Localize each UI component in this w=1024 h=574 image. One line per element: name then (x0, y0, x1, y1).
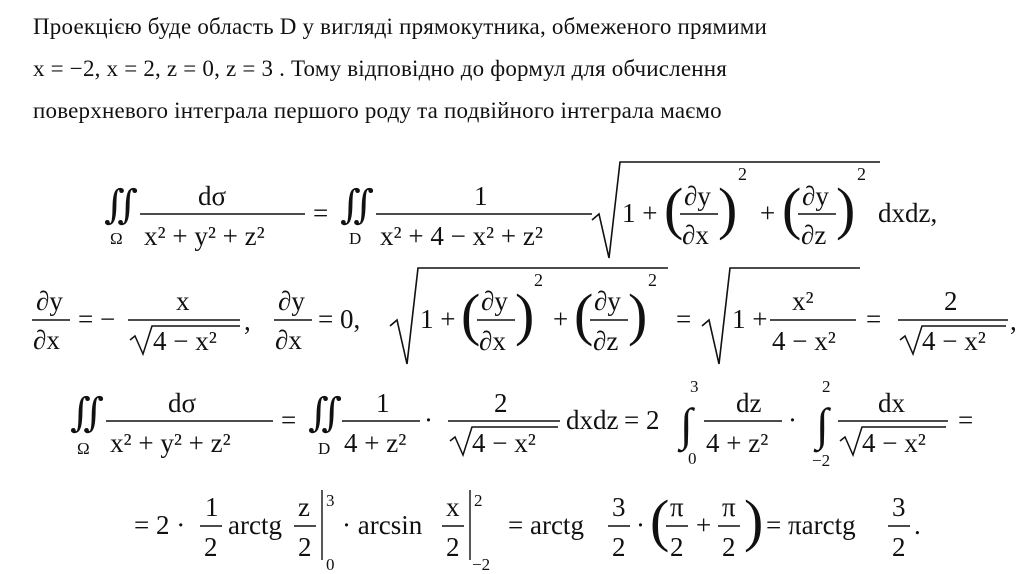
boundary-lines-math: x = −2, x = 2, z = 0, z = 3 . (33, 56, 286, 81)
comma: , (244, 306, 251, 336)
partial-z-den: ∂z (801, 220, 827, 250)
paren-open-2: ( (782, 176, 802, 241)
domain-d: D (318, 439, 331, 458)
pi-denominator-2: 2 (722, 532, 736, 562)
paren-open: ( (650, 488, 670, 553)
paragraph-line-1: Проекцією буде область D у вигляді прямокутника, обмеженого прямими (33, 14, 768, 39)
partial-y: ∂y (36, 286, 63, 316)
equals-two: = 2 (624, 405, 660, 435)
end-dot: . (914, 510, 921, 540)
z-numerator: z (298, 492, 310, 522)
paren-open-2: ( (574, 282, 594, 347)
paren-open: ( (664, 176, 684, 241)
arctg-label: arctg (228, 510, 282, 540)
partial-x-3: ∂x (479, 326, 506, 356)
upper-limit-3: 3 (690, 377, 699, 396)
equals-sign-2: = (866, 304, 882, 334)
denominator-4-plus-z2: 4 + z² (344, 428, 407, 458)
partial-x-2: ∂x (275, 325, 302, 355)
sqrt-one-plus: 1 + (622, 198, 658, 228)
plus-sign: + (553, 304, 569, 334)
dxdz: dxdz (566, 405, 619, 435)
three-numerator-2: 3 (892, 492, 906, 522)
sqrt-4-minus-x2-b: 4 − x² (922, 326, 986, 356)
numerator-dx: dx (878, 388, 905, 418)
denominator-4-minus-x2: 4 − x² (772, 326, 836, 356)
numerator-x2: x² (792, 286, 814, 316)
formula-block (0, 150, 1024, 570)
paren-close-2: ) (836, 176, 856, 241)
dxdz-tail: dxdz, (878, 198, 938, 228)
partial-z: ∂z (593, 326, 619, 356)
numerator-two: 2 (494, 388, 508, 418)
plus-sign: + (696, 510, 712, 540)
dot: · (424, 405, 433, 435)
superscript-2b: 2 (857, 164, 866, 184)
integral-sign-z: ∫ (680, 399, 693, 450)
pi-numerator-2: π (722, 492, 736, 522)
trailing-equals: = (958, 405, 974, 435)
half-denominator: 2 (204, 532, 218, 562)
paren-close: ) (515, 282, 535, 347)
numerator-dsigma: dσ (198, 181, 227, 211)
equals-two-dot: = 2 · (134, 510, 186, 540)
paren-close-2: ) (628, 282, 648, 347)
pi-numerator: π (670, 492, 684, 522)
equation-3 (70, 377, 973, 470)
end-comma: , (1010, 306, 1017, 336)
superscript-2: 2 (738, 164, 747, 184)
numerator-dz: dz (736, 388, 762, 418)
lower-limit-0: 0 (688, 449, 697, 468)
lower-limit-minus-2: −2 (812, 451, 831, 470)
numerator-dsigma: dσ (168, 388, 197, 418)
double-integral-sign-d: ∬ (340, 182, 375, 227)
equation-2 (32, 268, 1017, 364)
plus-sign: + (760, 198, 776, 228)
eval-upper-3: 3 (326, 491, 335, 510)
partial-y-num: ∂y (684, 181, 711, 211)
paragraph-line-3: поверхневого інтеграла першого роду та подвійного інтеграла маємо (33, 98, 722, 123)
half-numerator: 1 (205, 492, 219, 522)
partial-x-den: ∂x (682, 220, 709, 250)
paragraph-line-2 (33, 48, 1008, 90)
equals-pi-arctg: = πarctg (766, 510, 856, 540)
equation-4 (134, 488, 921, 570)
equals-arctg: = arctg (508, 510, 584, 540)
three-numerator: 3 (612, 492, 626, 522)
sqrt-4-minus-x2-b: 4 − x² (862, 428, 926, 458)
denominator-4-plus-z2-b: 4 + z² (706, 428, 769, 458)
z-denominator: 2 (298, 532, 312, 562)
sqrt-one-plus: 1 + (420, 304, 456, 334)
domain-omega: Ω (77, 439, 90, 458)
dot-2: · (788, 405, 797, 435)
partial-y-4: ∂y (594, 286, 621, 316)
equation-1 (104, 162, 937, 258)
sqrt-one-plus-2: 1 + (732, 304, 768, 334)
equals-zero: = 0, (318, 304, 361, 334)
three-denominator: 2 (612, 532, 626, 562)
eval-lower-minus-2: −2 (472, 555, 491, 570)
denominator-long: x² + 4 − x² + z² (380, 221, 543, 251)
dot-arcsin: · arcsin (342, 510, 423, 540)
double-integral-sign: ∬ (104, 182, 139, 227)
eval-upper-2: 2 (474, 491, 483, 510)
denominator-sum-squares: x² + y² + z² (144, 221, 265, 251)
paren-close: ) (718, 176, 738, 241)
denominator-sum-squares: x² + y² + z² (110, 428, 231, 458)
numerator-one: 1 (376, 388, 390, 418)
dot: · (636, 510, 645, 540)
sqrt-4-minus-x2: 4 − x² (153, 326, 217, 356)
upper-limit-2: 2 (822, 377, 831, 396)
equals-minus: = − (78, 304, 116, 334)
domain-d: D (349, 229, 362, 248)
paren-close: ) (744, 488, 764, 553)
sqrt-4-minus-x2: 4 − x² (472, 428, 536, 458)
double-integral-sign-d: ∬ (308, 390, 343, 435)
equals-sign: = (281, 405, 297, 435)
paren-open: ( (461, 282, 481, 347)
integral-sign-x: ∫ (816, 399, 829, 450)
partial-x: ∂x (33, 325, 60, 355)
intro-paragraph (33, 6, 1008, 132)
numerator-x: x (176, 286, 190, 316)
partial-y-num-2: ∂y (802, 181, 829, 211)
x-numerator: x (446, 492, 460, 522)
eval-lower-0: 0 (326, 555, 335, 570)
three-denominator-2: 2 (892, 532, 906, 562)
superscript-2b: 2 (648, 270, 657, 290)
paragraph-line-2-text: Тому відповідно до формул для обчислення (291, 56, 728, 81)
superscript-2: 2 (534, 270, 543, 290)
partial-y-3: ∂y (481, 286, 508, 316)
x-denominator: 2 (446, 532, 460, 562)
equals-sign: = (313, 198, 329, 228)
numerator-two: 2 (944, 286, 958, 316)
double-integral-sign: ∬ (70, 390, 105, 435)
numerator-one: 1 (474, 181, 488, 211)
equals-sign: = (676, 304, 692, 334)
partial-y-2: ∂y (278, 286, 305, 316)
pi-denominator: 2 (670, 532, 684, 562)
domain-omega: Ω (110, 229, 123, 248)
